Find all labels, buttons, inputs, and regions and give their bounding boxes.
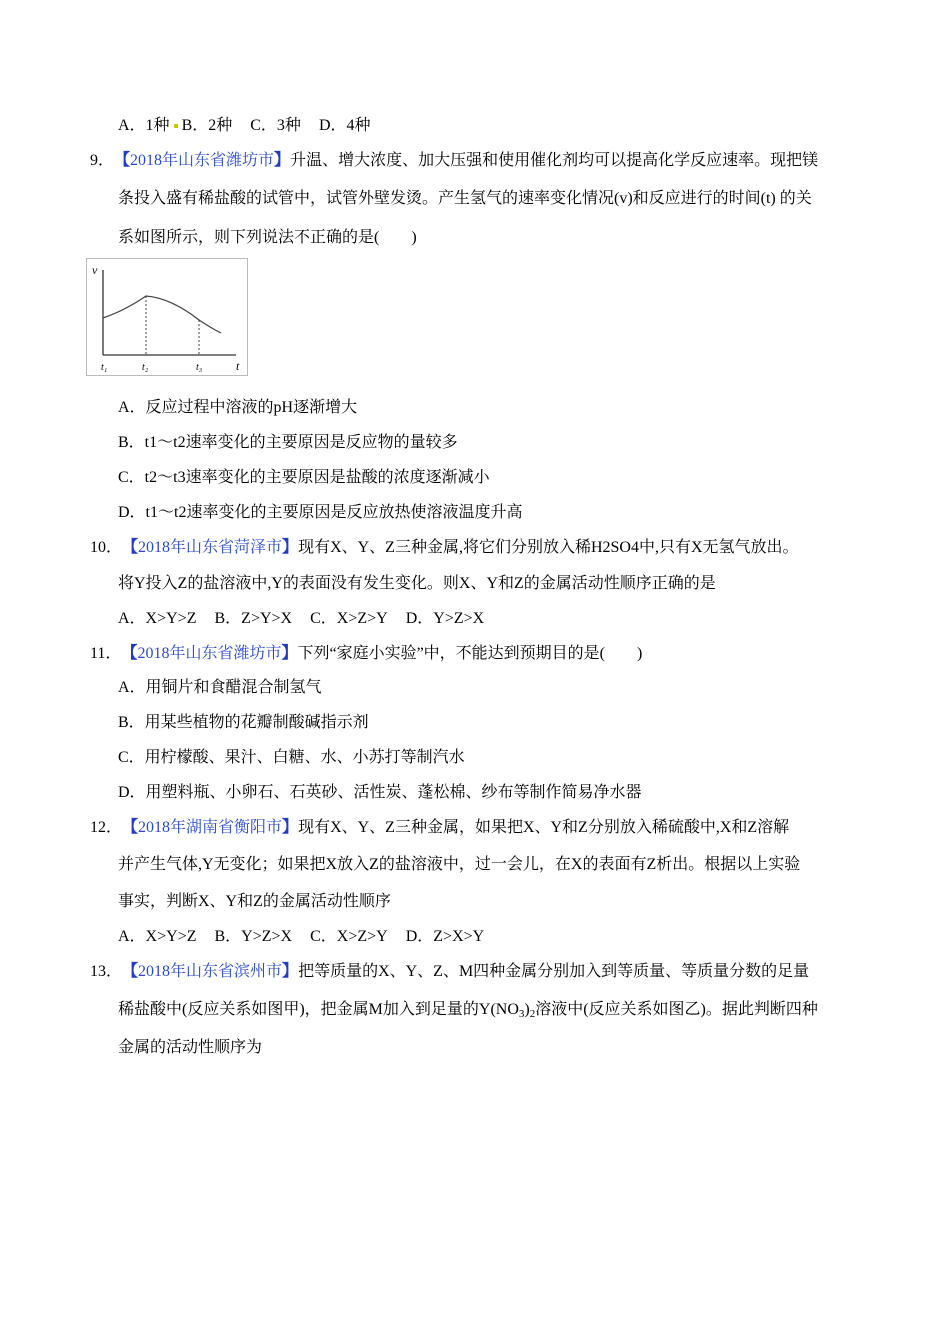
q9-text-2: 条投入盛有稀盐酸的试管中，试管外壁发烫。产生氢气的速率变化情况(v)和反应进行的时间(t) 的关 — [118, 190, 812, 207]
q8-option-b: B．2种 — [181, 117, 233, 134]
q9-source-tag: 【2018年山东省潍坊市】 — [114, 152, 291, 169]
q12-option-a: A．X>Y>Z — [118, 928, 197, 945]
q10-text-2: 将Y投入Z的盐溶液中,Y的表面没有发生变化。则X、Y和Z的金属活动性顺序正确的是 — [118, 575, 716, 592]
q13-source: 2018年山东省滨州市 — [138, 963, 283, 980]
q8-option-a: A．1种 — [118, 117, 170, 134]
q12-options — [118, 927, 484, 947]
q12-text-1: 现有X、Y、Z三种金属，如果把X、Y和Z分别放入稀硫酸中,X和Z溶解 — [298, 819, 790, 836]
graph-frame — [87, 259, 248, 376]
q13-number: 13． — [90, 963, 123, 980]
stray-dot — [174, 124, 178, 128]
graph-tick-t1: t₁ — [101, 362, 108, 373]
q9-option-b: B．t1～t2速率变化的主要原因是反应物的量较多 — [118, 434, 458, 451]
q12-text-2: 并产生气体,Y无变化；如果把X放入Z的盐溶液中，过一会儿，在X的表面有Z析出。根据以上实验 — [118, 856, 801, 873]
q11-source-tag: 【2018年山东省潍坊市】 — [121, 645, 298, 662]
q12-option-b: B．Y>Z>X — [214, 928, 293, 945]
q9-option-a: A．反应过程中溶液的pH逐渐增大 — [118, 399, 358, 416]
q13-line-1 — [90, 962, 809, 982]
q9-rate-time-graph — [86, 258, 248, 376]
graph-tick-t2: t₂ — [142, 362, 149, 373]
q12-line-1 — [90, 818, 789, 838]
graph-tick-t3: t₃ — [196, 362, 203, 373]
q10-option-c: C．X>Z>Y — [310, 610, 388, 627]
q12-source-tag: 【2018年湖南省衡阳市】 — [122, 819, 299, 836]
q13-text-3: 金属的活动性顺序为 — [118, 1039, 263, 1056]
q10-source: 2018年山东省菏泽市 — [138, 539, 283, 556]
q9-line-1 — [90, 151, 818, 171]
q11-option-b: B．用某些植物的花瓣制酸碱指示剂 — [118, 714, 369, 731]
q11-option-a: A．用铜片和食醋混合制氢气 — [118, 679, 322, 696]
q10-option-d: D．Y>Z>X — [405, 610, 485, 627]
graph-x-label: t — [236, 359, 240, 373]
q12-option-d: D．Z>X>Y — [405, 928, 485, 945]
graph-curve — [103, 296, 221, 333]
q12-option-c: C．X>Z>Y — [310, 928, 388, 945]
q11-option-c: C．用柠檬酸、果汁、白糖、水、小苏打等制汽水 — [118, 749, 465, 766]
q9-number: 9． — [90, 152, 115, 169]
q8-option-c: C．3种 — [250, 117, 301, 134]
q12-source: 2018年湖南省衡阳市 — [138, 819, 283, 836]
q11-text-1: 下列“家庭小实验”中，不能达到预期目的是( ) — [297, 645, 643, 662]
q10-text-1: 现有X、Y、Z三种金属,将它们分别放入稀H2SO4中,只有X无氢气放出。 — [298, 539, 799, 556]
q10-options — [118, 609, 484, 629]
q8-options — [118, 116, 371, 136]
q13-text-1: 把等质量的X、Y、Z、M四种金属分别加入到等质量、等质量分数的足量 — [298, 963, 810, 980]
q10-option-b: B．Z>Y>X — [214, 610, 293, 627]
q10-option-a: A．X>Y>Z — [118, 610, 197, 627]
q10-line-1 — [90, 538, 799, 558]
q11-line-1 — [90, 644, 642, 664]
q9-option-c: C．t2～t3速率变化的主要原因是盐酸的浓度逐渐减小 — [118, 469, 490, 486]
q12-number: 12． — [90, 819, 123, 836]
q9-text-1: 升温、增大浓度、加大压强和使用催化剂均可以提高化学反应速率。现把镁 — [290, 152, 819, 169]
graph-y-label: v — [92, 263, 98, 277]
q11-source: 2018年山东省潍坊市 — [137, 645, 282, 662]
q13-text-2: 稀盐酸中(反应关系如图甲)，把金属M加入到足量的$Y(NO_3)_2$溶液中(反应关系如图乙)。据此判断四种 — [118, 1001, 818, 1020]
q10-number: 10． — [90, 539, 123, 556]
q10-source-tag: 【2018年山东省菏泽市】 — [122, 539, 299, 556]
q8-option-d: D．4种 — [318, 117, 371, 134]
q11-number: 11． — [90, 645, 122, 662]
q12-text-3: 事实，判断X、Y和Z的金属活动性顺序 — [118, 893, 391, 910]
q9-source: 2018年山东省潍坊市 — [130, 152, 275, 169]
q11-option-d: D．用塑料瓶、小卵石、石英砂、活性炭、蓬松棉、纱布等制作简易净水器 — [118, 784, 642, 801]
q13-source-tag: 【2018年山东省滨州市】 — [122, 963, 299, 980]
q9-text-3: 系如图所示，则下列说法不正确的是( ) — [118, 229, 417, 246]
q9-option-d: D．t1～t2速率变化的主要原因是反应放热使溶液温度升高 — [118, 504, 523, 521]
